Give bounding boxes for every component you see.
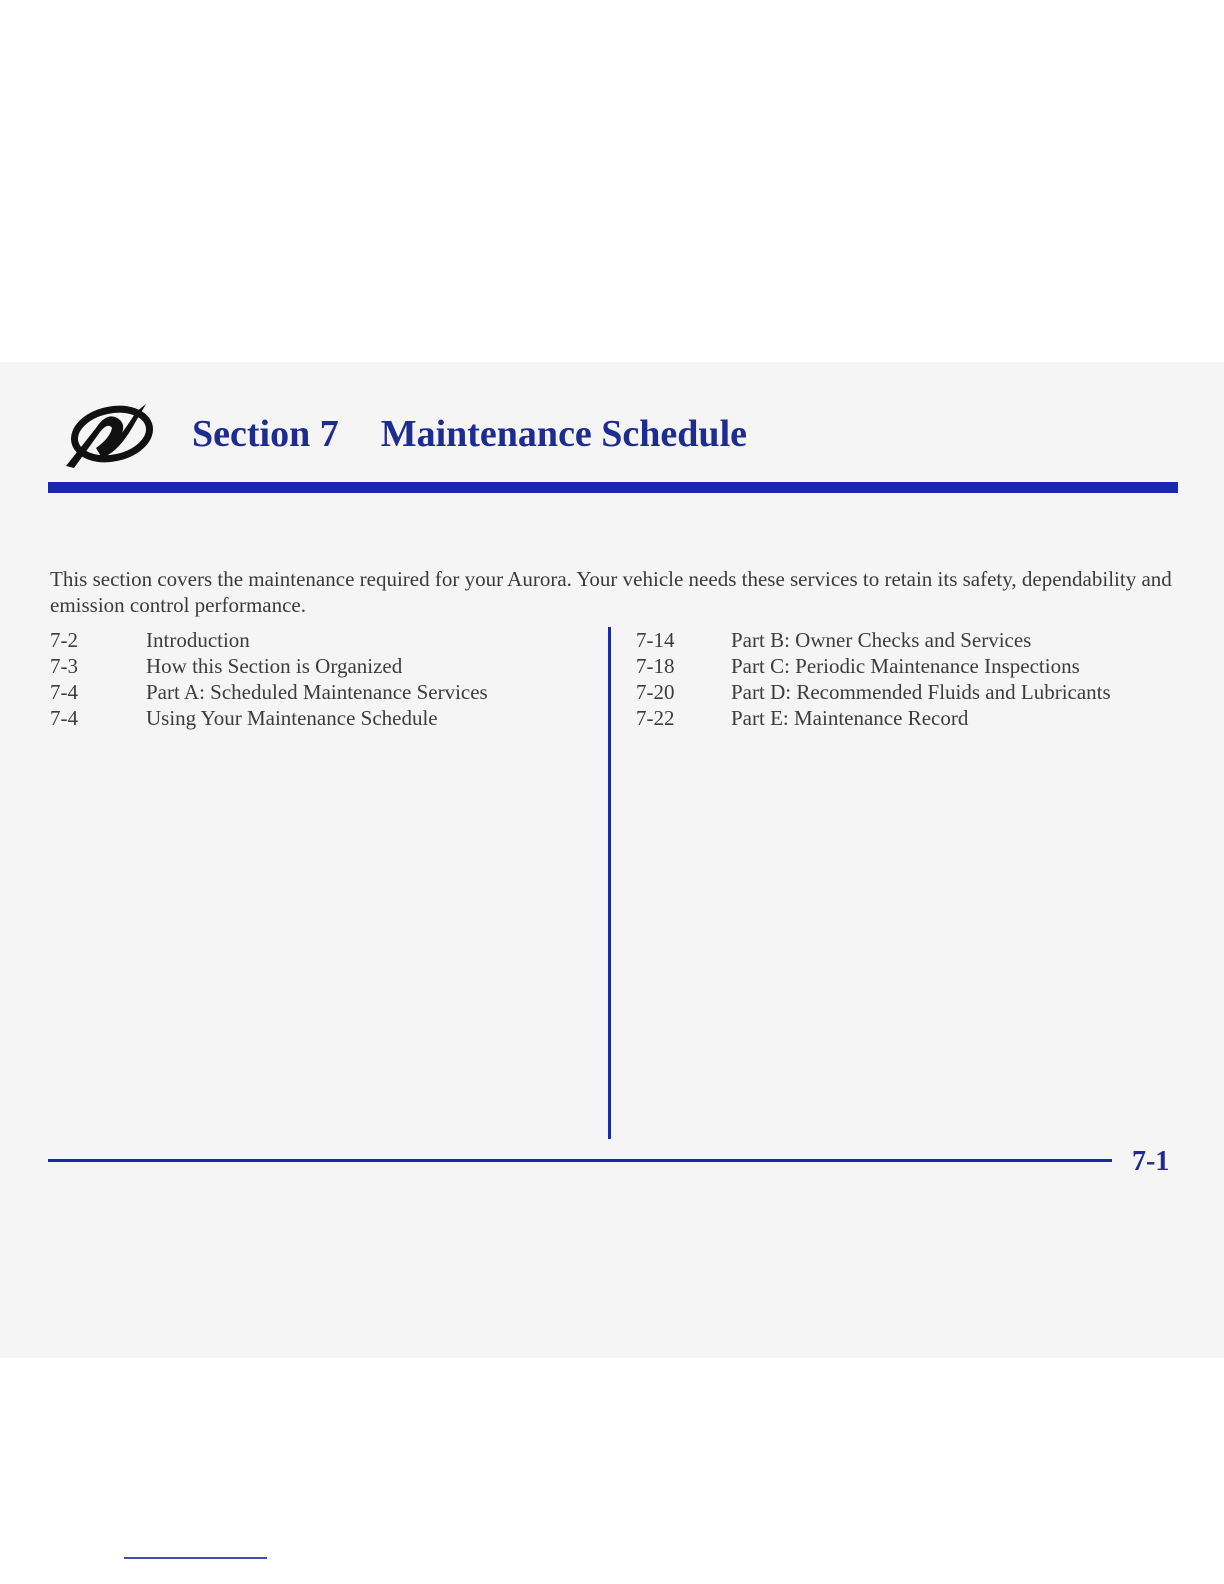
toc-item[interactable] (636, 653, 1196, 679)
section-number: Section 7 (192, 413, 339, 455)
toc-item[interactable] (50, 705, 610, 731)
toc-item[interactable] (636, 627, 1196, 653)
toc-entry: Part C: Periodic Maintenance Inspections (731, 654, 1080, 678)
section-title: Maintenance Schedule (380, 413, 747, 455)
section-heading (192, 408, 747, 460)
toc-item[interactable] (50, 653, 610, 679)
footer-rule (48, 1159, 1112, 1162)
toc-entry: Part D: Recommended Fluids and Lubricants (731, 680, 1111, 704)
toc-page-number: 7-18 (636, 654, 675, 678)
toc-page-number: 7-4 (50, 680, 78, 704)
toc-entry: Using Your Maintenance Schedule (146, 706, 438, 730)
column-divider (608, 627, 611, 1139)
toc-page-number: 7-2 (50, 628, 78, 652)
toc-page-number: 7-3 (50, 654, 78, 678)
toc-item[interactable] (50, 679, 610, 705)
toc-entry: How this Section is Organized (146, 654, 403, 678)
toc-item[interactable] (636, 679, 1196, 705)
intro-paragraph: This section covers the maintenance required for your Aurora. Your vehicle needs these services to retain its safety, dependability and emission control performance. (50, 567, 1172, 617)
toc-item[interactable] (50, 627, 610, 653)
page-content-area (0, 362, 1224, 1358)
toc-page-number: 7-14 (636, 628, 675, 652)
toc-page-number: 7-20 (636, 680, 675, 704)
toc-page-number: 7-22 (636, 706, 675, 730)
bottom-divider-line (124, 1557, 267, 1559)
toc-entry: Part A: Scheduled Maintenance Services (146, 680, 488, 704)
toc-left-column (50, 627, 610, 731)
toc-entry: Part E: Maintenance Record (731, 706, 969, 730)
toc-entry: Introduction (146, 628, 250, 652)
toc-right-column (636, 627, 1196, 731)
toc-entry: Part B: Owner Checks and Services (731, 628, 1032, 652)
page-number: 7-1 (1132, 1146, 1170, 1177)
oldsmobile-rocket-emblem-icon (58, 398, 158, 470)
toc-page-number: 7-4 (50, 706, 78, 730)
toc-item[interactable] (636, 705, 1196, 731)
header-rule (48, 482, 1178, 493)
